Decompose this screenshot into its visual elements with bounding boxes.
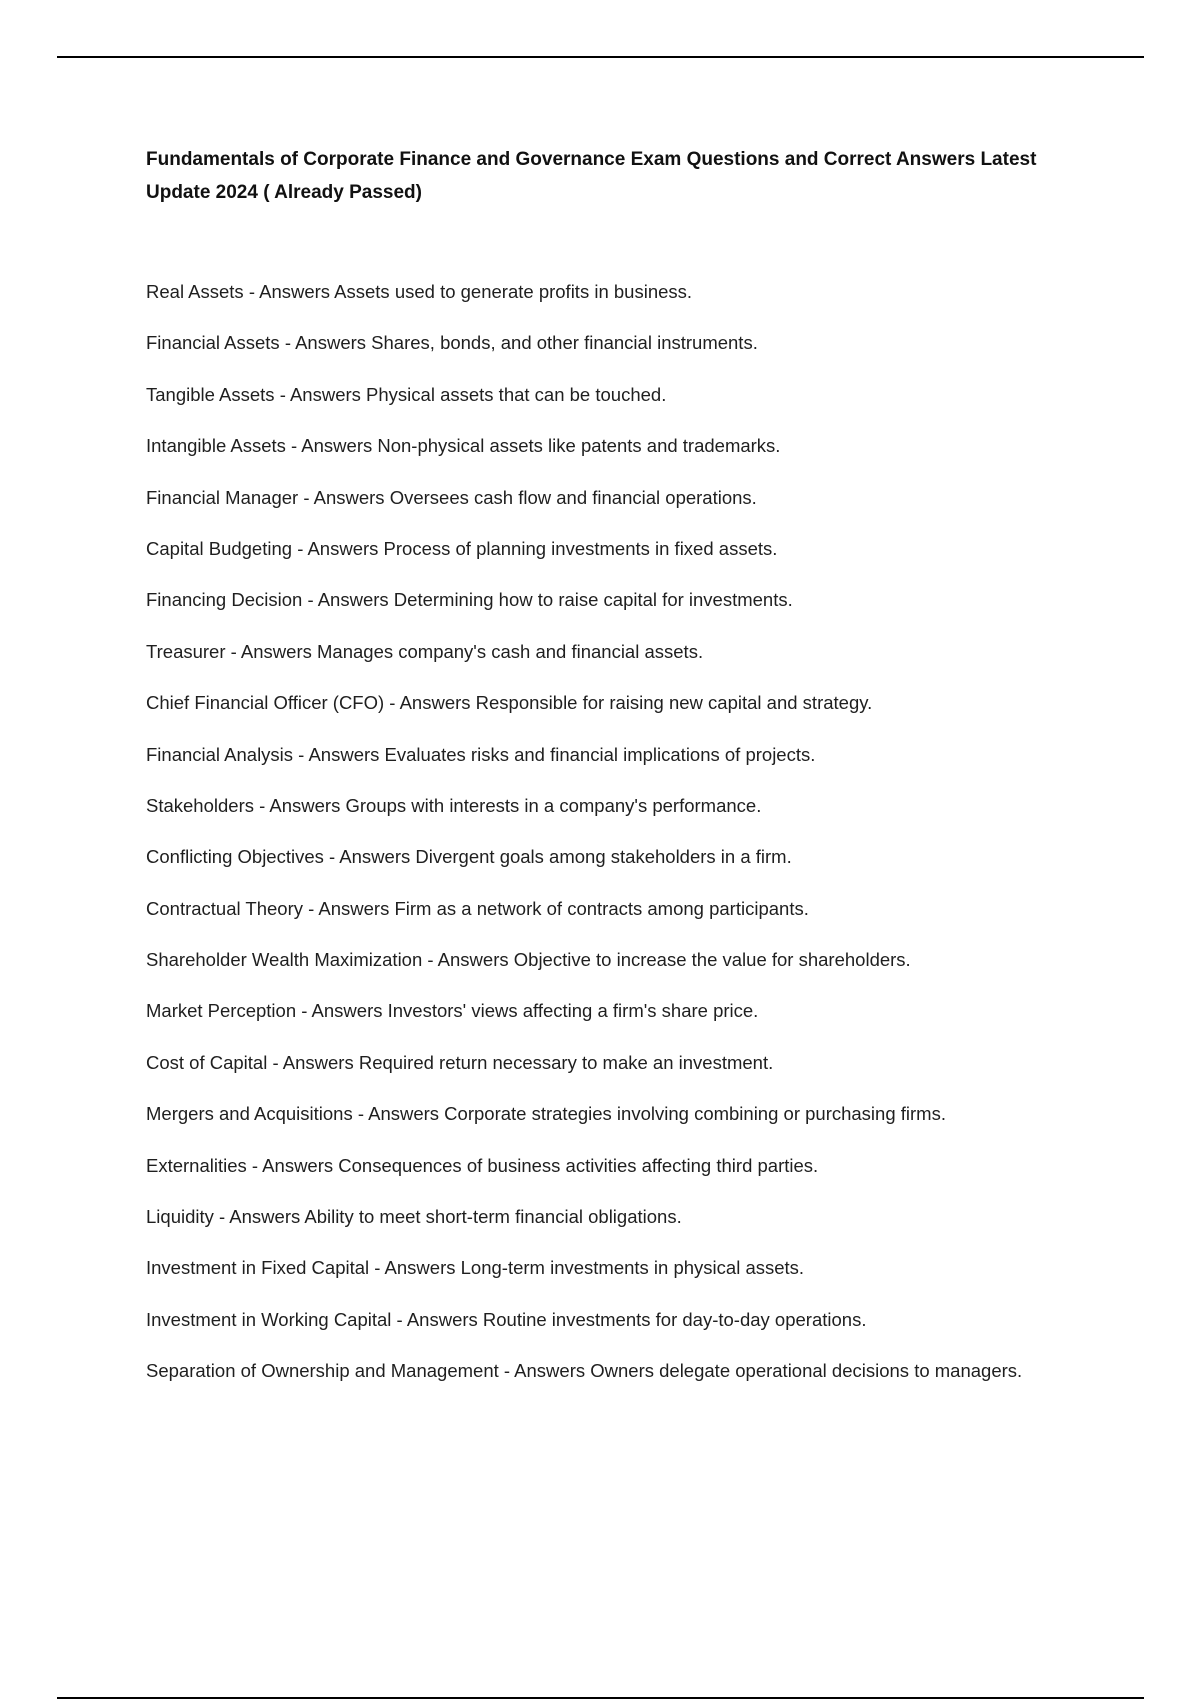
qa-item-treasurer: Treasurer - Answers Manages company's cash and financial assets.	[146, 640, 704, 662]
qa-item-working-capital: Investment in Working Capital - Answers Routine investments for day-to-day operations.	[146, 1308, 867, 1330]
qa-item-financial-assets: Financial Assets - Answers Shares, bonds, and other financial instruments.	[146, 332, 758, 354]
qa-item-separation-ownership: Separation of Ownership and Management - Answers Owners delegate operational decisions to managers.	[146, 1360, 1023, 1382]
qa-item-tangible-assets: Tangible Assets - Answers Physical assets that can be touched.	[146, 383, 667, 405]
qa-item-financial-analysis: Financial Analysis - Answers Evaluates risks and financial implications of projects.	[146, 743, 816, 765]
qa-item-fixed-capital: Investment in Fixed Capital - Answers Long-term investments in physical assets.	[146, 1257, 805, 1279]
document-title: Fundamentals of Corporate Finance and Governance Exam Questions and Correct Answers Latest Update 2024 ( Already Passed)	[146, 149, 1037, 203]
qa-item-shareholder-wealth: Shareholder Wealth Maximization - Answers Objective to increase the value for shareholders.	[146, 949, 911, 971]
top-divider	[57, 56, 1144, 58]
qa-item-real-assets: Real Assets - Answers Assets used to generate profits in business.	[146, 281, 693, 302]
qa-item-mergers-acquisitions: Mergers and Acquisitions - Answers Corporate strategies involving combining or purchasing firms.	[146, 1103, 946, 1125]
qa-item-liquidity: Liquidity - Answers Ability to meet short-term financial obligations.	[146, 1206, 682, 1228]
qa-item-externalities: Externalities - Answers Consequences of business activities affecting third parties.	[146, 1154, 819, 1176]
bottom-divider	[57, 1697, 1144, 1699]
qa-item-cost-of-capital: Cost of Capital - Answers Required return necessary to make an investment.	[146, 1051, 774, 1073]
qa-item-market-perception: Market Perception - Answers Investors' views affecting a firm's share price.	[146, 1000, 759, 1022]
qa-item-contractual-theory: Contractual Theory - Answers Firm as a network of contracts among participants.	[146, 897, 809, 919]
qa-item-financial-manager: Financial Manager - Answers Oversees cash flow and financial operations.	[146, 486, 757, 508]
qa-list	[146, 277, 1066, 1408]
qa-item-financing-decision: Financing Decision - Answers Determining how to raise capital for investments.	[146, 589, 793, 611]
qa-item-intangible-assets: Intangible Assets - Answers Non-physical assets like patents and trademarks.	[146, 435, 781, 457]
qa-item-stakeholders: Stakeholders - Answers Groups with interests in a company's performance.	[146, 794, 762, 816]
qa-item-conflicting-objectives: Conflicting Objectives - Answers Divergent goals among stakeholders in a firm.	[146, 846, 792, 868]
qa-item-capital-budgeting: Capital Budgeting - Answers Process of planning investments in fixed assets.	[146, 537, 778, 559]
qa-item-cfo: Chief Financial Officer (CFO) - Answers Responsible for raising new capital and strategy.	[146, 692, 873, 714]
